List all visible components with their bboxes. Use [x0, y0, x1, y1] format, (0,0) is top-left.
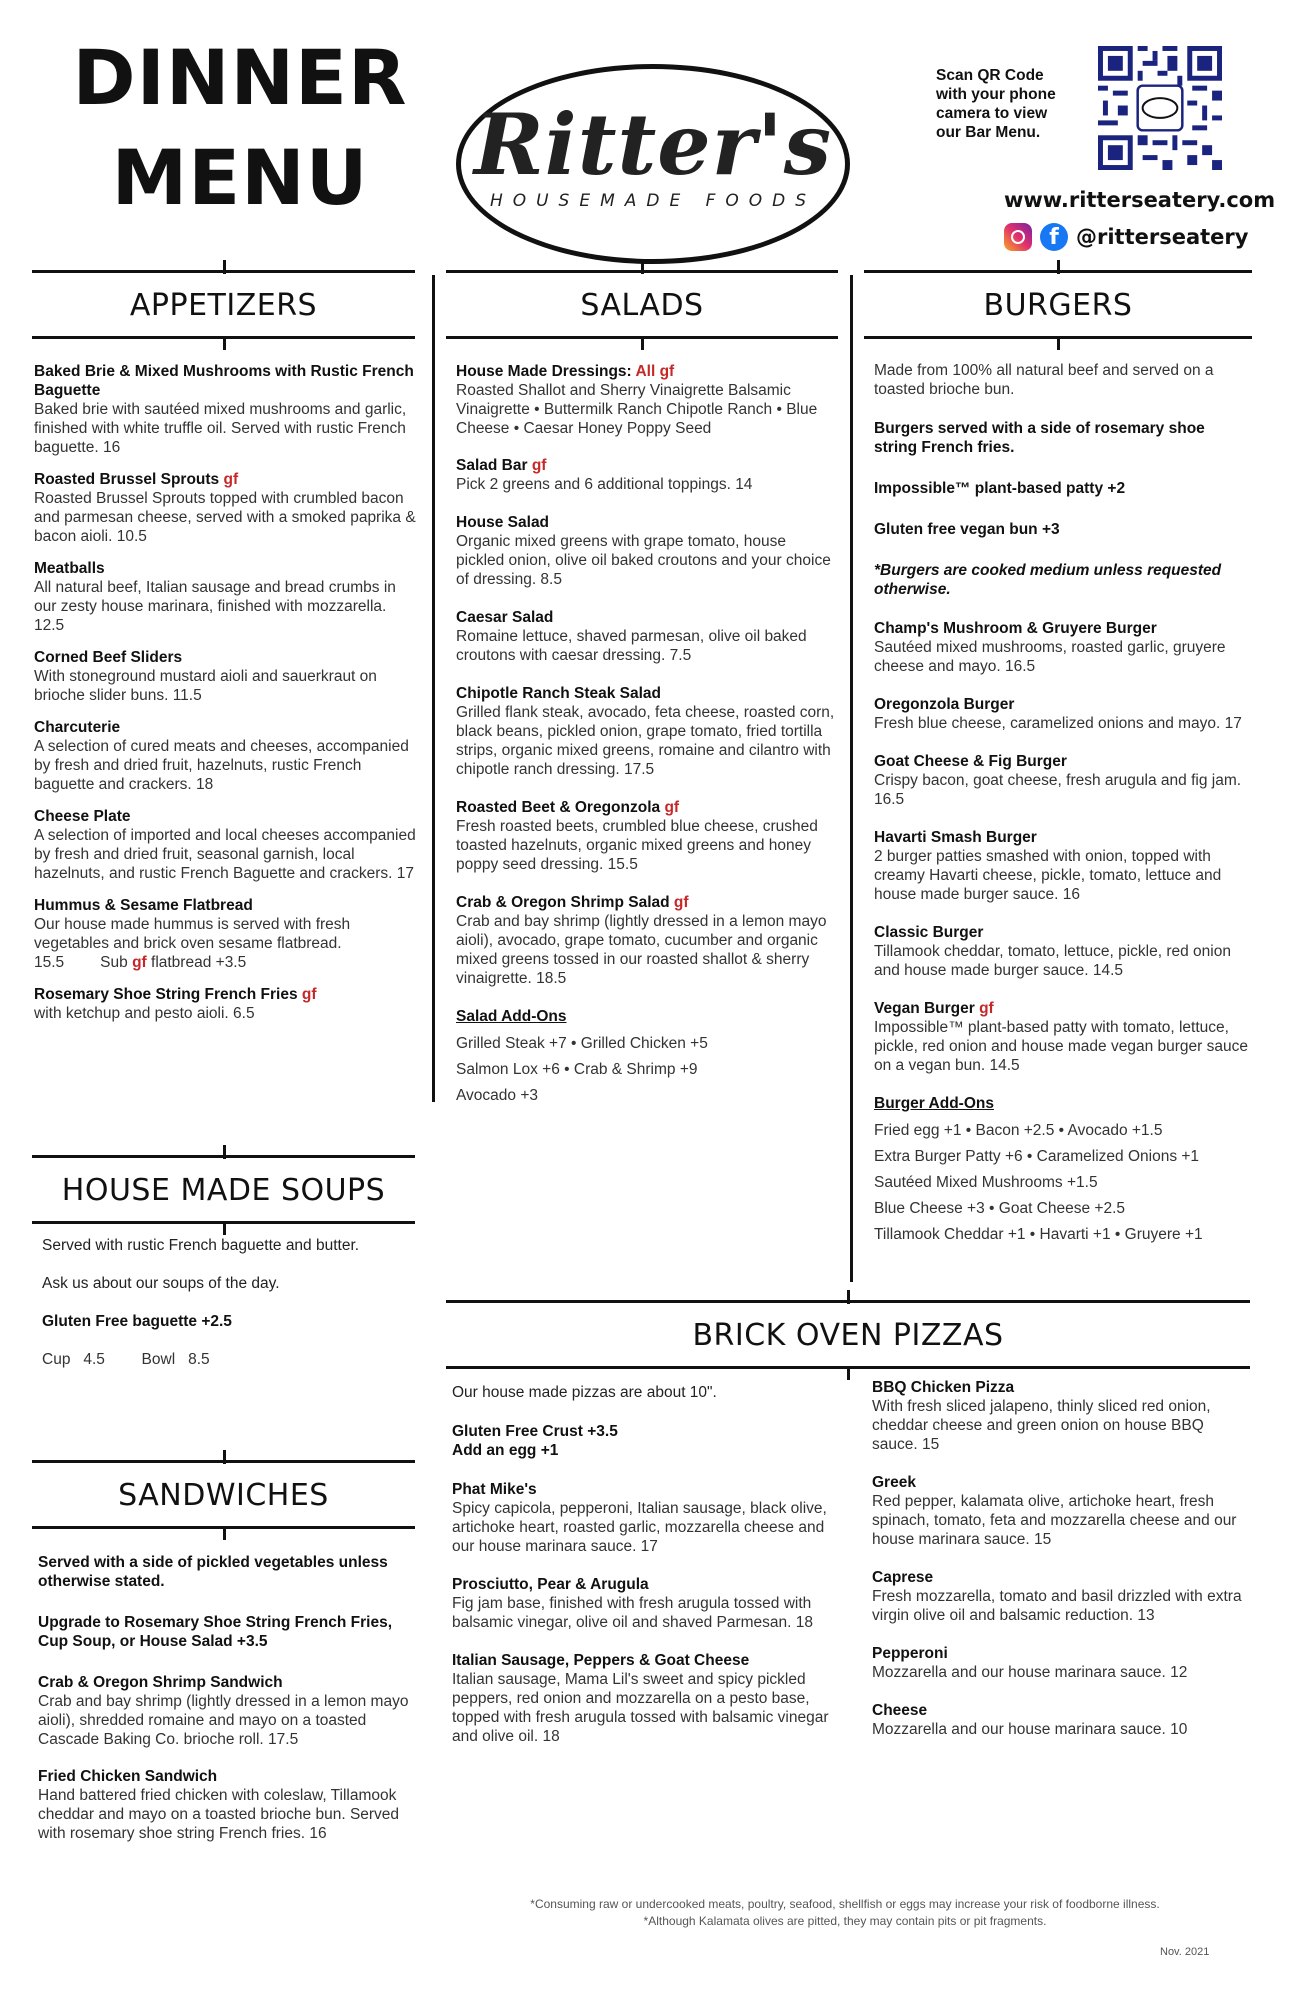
salad-addons-heading: Salad Add-Ons [456, 1008, 567, 1025]
soups-line-1: Served with rustic French baguette and butter. [42, 1237, 360, 1254]
logo-subtitle: HOUSEMADE FOODS [489, 191, 817, 211]
menu-item: Goat Cheese & Fig Burger Crispy bacon, goat cheese, fresh arugula and fig jam. 16.5 [874, 753, 1242, 808]
pizzas-left [452, 1383, 832, 1759]
menu-item: Greek Red pepper, kalamata olive, artichoke heart, fresh spinach, tomato, feta and mozzarella cheese and our house marinara sauce. 15 [872, 1474, 1237, 1548]
menu-item: Crab & Oregon Shrimp Salad gf Crab and bay shrimp (lightly dressed in a lemon mayo aioli), avocado, grape tomato, cucumber and organic mixed greens tossed in our roasted shallot & sherry vinaigrette. 18.5 [456, 894, 827, 987]
title-line-1: DINNER [72, 33, 408, 122]
menu-item: Crab & Oregon Shrimp Sandwich Crab and bay shrimp (lightly dressed in a lemon mayo aioli), shredded romaine and mayo on a toasted Cascade Baking Co. brioche roll. 17.5 [38, 1674, 409, 1748]
sandwiches-header [32, 1460, 415, 1532]
menu-item: Roasted Brussel Sprouts gf Roasted Brussel Sprouts topped with crumbled bacon and parmesan cheese, served with a smoked paprika & bacon aioli. 10.5 [34, 471, 416, 545]
soups-sizes: Cup 4.5 Bowl 8.5 [42, 1351, 210, 1368]
salad-dressings: House Made Dressings: All gf Roasted Shallot and Sherry Vinaigrette Balsamic Vinaigrette • Buttermilk Ranch Chipotle Ranch • Blue Cheese • Caesar Honey Poppy Seed [456, 363, 818, 437]
social-handle[interactable]: @ritterseatery [1076, 225, 1249, 249]
menu-item: Vegan Burger gf Impossible™ plant-based patty with tomato, lettuce, pickle, red onion and house made vegan burger sauce on a vegan bun. 14.5 [874, 1000, 1248, 1074]
column-divider-right [850, 275, 853, 1282]
instagram-icon[interactable] [1004, 223, 1032, 251]
burgers-heading: BURGERS [983, 288, 1133, 323]
sandwiches-intro: Served with a side of pickled vegetables unless otherwise stated. [38, 1554, 388, 1590]
soups-gluten-free: Gluten Free baguette +2.5 [42, 1313, 232, 1330]
footer-note-2: *Although Kalamata olives are pitted, they may contain pits or pit fragments. [643, 1914, 1047, 1928]
burger-addons-heading: Burger Add-Ons [874, 1095, 994, 1112]
menu-item: Italian Sausage, Peppers & Goat Cheese Italian sausage, Mama Lil's sweet and spicy pickled peppers, red onion and mozzarella on a pesto base, topped with fresh arugula tossed with balsamic vinegar and olive oil. 18 [452, 1652, 829, 1745]
burgers-side: Burgers served with a side of rosemary shoe string French fries. [874, 420, 1205, 456]
burgers-intro: Made from 100% all natural beef and served on a toasted brioche bun. [874, 362, 1214, 398]
burgers-list [874, 361, 1250, 1251]
footer-date: Nov. 2021 [1160, 1946, 1210, 1958]
qr-instructions: Scan QR Code with your phone camera to view our Bar Menu. [936, 67, 1056, 141]
salads-heading: SALADS [580, 288, 704, 323]
pizzas-right [872, 1378, 1248, 1752]
pizzas-heading: BRICK OVEN PIZZAS [692, 1318, 1004, 1353]
menu-item-fries: Rosemary Shoe String French Fries gf with ketchup and pesto aioli. 6.5 [34, 986, 317, 1022]
menu-item: Caprese Fresh mozzarella, tomato and basil drizzled with extra virgin olive oil and balsamic reduction. 13 [872, 1569, 1242, 1624]
menu-item: House Salad Organic mixed greens with grape tomato, house pickled onion, olive oil baked croutons and your choice of dressing. 8.5 [456, 514, 831, 588]
pizzas-add-egg: Add an egg +1 [452, 1442, 559, 1459]
sandwiches-content [38, 1553, 410, 1856]
sandwiches-heading: SANDWICHES [118, 1478, 329, 1513]
soups-content [42, 1236, 422, 1384]
salads-header [446, 270, 838, 342]
menu-item: Chipotle Ranch Steak Salad Grilled flank steak, avocado, feta cheese, roasted corn, black beans, pickled onion, grape tomato, fried tortilla strips, organic mixed greens, romaine and cilantro with chipotle ranch dressing. 17.5 [456, 685, 835, 778]
burgers-cooked-note: *Burgers are cooked medium unless requested otherwise. [874, 562, 1222, 598]
menu-item: Classic Burger Tillamook cheddar, tomato, lettuce, pickle, red onion and house made burger sauce. 14.5 [874, 924, 1231, 979]
menu-item: Pepperoni Mozzarella and our house marinara sauce. 12 [872, 1645, 1188, 1681]
page-title [60, 28, 420, 228]
appetizers-header [32, 270, 415, 342]
menu-item: Champ's Mushroom & Gruyere Burger Sautéed mixed mushrooms, roasted garlic, gruyere cheese and mayo. 16.5 [874, 620, 1226, 675]
menu-item: Salad Bar gf Pick 2 greens and 6 additional toppings. 14 [456, 457, 753, 493]
qr-code-icon[interactable] [1098, 46, 1222, 170]
website-link[interactable]: www.ritterseatery.com [1004, 188, 1276, 212]
title-line-2: MENU [111, 133, 369, 222]
menu-item: Roasted Beet & Oregonzola gf Fresh roasted beets, crumbled blue cheese, crushed toasted hazelnuts, organic mixed greens and honey poppy seed dressing. 15.5 [456, 799, 818, 873]
footer-note-1: *Consuming raw or undercooked meats, poultry, seafood, shellfish or eggs may increase your risk of foodborne illness. [530, 1897, 1160, 1911]
menu-item: Oregonzola Burger Fresh blue cheese, caramelized onions and mayo. 17 [874, 696, 1242, 732]
burgers-gf-bun: Gluten free vegan bun +3 [874, 521, 1060, 538]
burgers-impossible: Impossible™ plant-based patty +2 [874, 480, 1126, 497]
pizzas-gf-crust: Gluten Free Crust +3.5 [452, 1423, 618, 1440]
soups-header [32, 1155, 415, 1227]
burger-addons-list: Fried egg +1 • Bacon +2.5 • Avocado +1.5 Extra Burger Patty +6 • Caramelized Onions +1 Sautéed Mixed Mushrooms +1.5 Blue Cheese +3 • Goat Cheese +2.5 Tillamook Cheddar +1 • Havarti +1 • Gruyere +1 [874, 1122, 1203, 1243]
soups-line-2: Ask us about our soups of the day. [42, 1275, 280, 1292]
menu-item: Caesar Salad Romaine lettuce, shaved parmesan, olive oil baked croutons with caesar dressing. 7.5 [456, 609, 807, 664]
pizzas-header [446, 1300, 1250, 1372]
menu-item: BBQ Chicken Pizza With fresh sliced jalapeno, thinly sliced red onion, cheddar cheese and green onion on house BBQ sauce. 15 [872, 1379, 1211, 1453]
facebook-icon[interactable]: f [1040, 223, 1068, 251]
social-row [1004, 223, 1248, 251]
menu-item: Cheese Plate A selection of imported and local cheeses accompanied by fresh and dried fruit, seasonal garnish, local hazelnuts, and rustic French Baguette and crackers. 17 [34, 808, 416, 882]
menu-item: Baked Brie & Mixed Mushrooms with Rustic French Baguette Baked brie with sautéed mixed mushrooms and garlic, finished with white truffle oil. Served with rustic French baguette. 16 [34, 363, 414, 456]
restaurant-logo [456, 64, 850, 264]
salad-addons-list: Grilled Steak +7 • Grilled Chicken +5 Salmon Lox +6 • Crab & Shrimp +9 Avocado +3 [456, 1035, 708, 1104]
pizzas-intro: Our house made pizzas are about 10". [452, 1384, 717, 1401]
soups-heading: HOUSE MADE SOUPS [61, 1173, 386, 1208]
menu-item: Fried Chicken Sandwich Hand battered fried chicken with coleslaw, Tillamook cheddar and mayo on a toasted brioche bun. Served with rosemary shoe string French fries. 16 [38, 1768, 400, 1842]
menu-item-hummus: Hummus & Sesame Flatbread Our house made hummus is served with fresh vegetables and brick oven sesame flatbread. 15.5 Sub gf flatbread +3.5 [34, 897, 351, 971]
footer-notes [440, 1896, 1250, 1930]
salads-list [456, 362, 836, 1112]
menu-item: Havarti Smash Burger 2 burger patties smashed with onion, topped with creamy Havarti cheese, pickle, tomato, lettuce and house made burger sauce. 16 [874, 829, 1222, 903]
logo-name: Ritter's [473, 95, 833, 194]
burgers-header [864, 270, 1252, 342]
menu-item: Meatballs All natural beef, Italian sausage and bread crumbs in our zesty house marinara, finished with mozzarella. 12.5 [34, 560, 396, 634]
menu-item: Phat Mike's Spicy capicola, pepperoni, Italian sausage, black olive, artichoke heart, roasted garlic, mozzarella cheese and our house marinara sauce. 17 [452, 1481, 827, 1555]
appetizers-heading: APPETIZERS [129, 288, 318, 323]
menu-item: Charcuterie A selection of cured meats and cheeses, accompanied by fresh and dried fruit, hazelnuts, rustic French baguette and crackers. 18 [34, 719, 409, 793]
appetizers-list [34, 362, 419, 1036]
menu-item: Cheese Mozzarella and our house marinara sauce. 10 [872, 1702, 1188, 1738]
menu-item: Prosciutto, Pear & Arugula Fig jam base, finished with fresh arugula tossed with balsamic vinegar, olive oil and shaved Parmesan. 18 [452, 1576, 814, 1631]
column-divider-left [432, 275, 435, 1102]
menu-item: Corned Beef Sliders With stoneground mustard aioli and sauerkraut on brioche slider buns. 11.5 [34, 649, 377, 704]
sandwiches-upgrade: Upgrade to Rosemary Shoe String French Fries, Cup Soup, or House Salad +3.5 [38, 1614, 392, 1650]
